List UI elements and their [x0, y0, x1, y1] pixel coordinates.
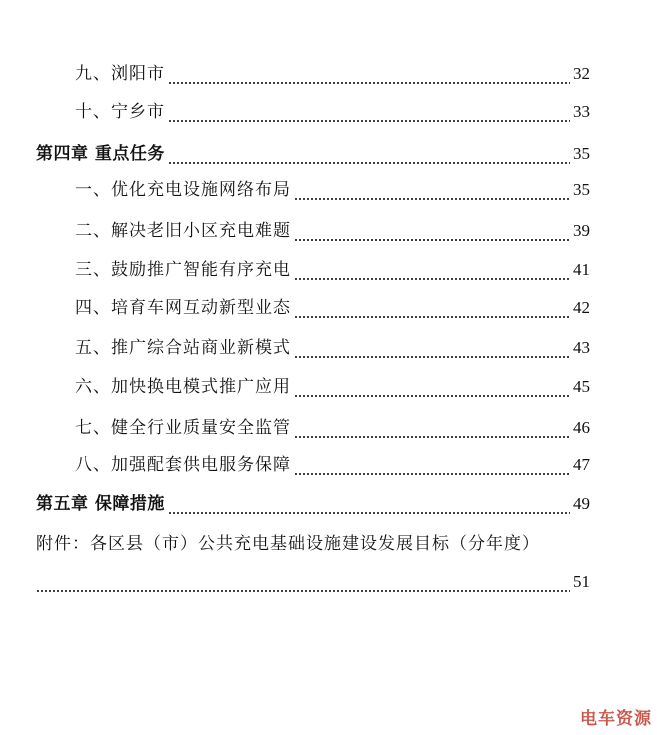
toc-page-number: 35 — [573, 144, 590, 163]
toc-page-number: 51 — [573, 572, 590, 591]
toc-entry-label: 附件：各区县（市）公共充电基础设施建设发展目标（分年度） — [36, 534, 540, 554]
toc-entry-label: 第四章 重点任务 — [36, 144, 165, 164]
toc-entry[interactable] — [75, 98, 590, 126]
toc-entry-label: 六、加快换电模式推广应用 — [75, 377, 291, 397]
toc-entry-label: 五、推广综合站商业新模式 — [75, 338, 291, 358]
toc-page-number: 45 — [573, 377, 590, 396]
toc-page-number: 32 — [573, 64, 590, 83]
toc-page-number: 39 — [573, 221, 590, 240]
toc-page-number: 42 — [573, 298, 590, 317]
toc-page-number: 43 — [573, 338, 590, 357]
toc-leader-dots — [294, 256, 570, 284]
toc-leader-dots — [294, 176, 570, 204]
toc-entry-label: 二、解决老旧小区充电难题 — [75, 221, 291, 241]
watermark-logo: 电车资源 — [580, 709, 652, 729]
toc-entry-label: 九、浏阳市 — [75, 64, 165, 84]
toc-page-number: 35 — [573, 180, 590, 199]
toc-entry-label: 十、宁乡市 — [75, 102, 165, 122]
toc-entry[interactable] — [75, 294, 590, 322]
toc-entry[interactable] — [75, 451, 590, 479]
toc-entry-label: 一、优化充电设施网络布局 — [75, 180, 291, 200]
toc-entry-label: 八、加强配套供电服务保障 — [75, 455, 291, 475]
toc-leader-dots — [294, 217, 570, 245]
toc-page-number: 49 — [573, 494, 590, 513]
toc-entry[interactable] — [75, 217, 590, 245]
toc-entry[interactable] — [75, 373, 590, 401]
toc-page-number: 47 — [573, 455, 590, 474]
toc-leader-dots — [36, 568, 570, 596]
toc-leader-dots — [168, 140, 570, 168]
toc-entry[interactable] — [75, 256, 590, 284]
toc-leader-dots — [168, 98, 570, 126]
toc-leader-dots — [294, 334, 570, 362]
toc-leader-dots — [294, 294, 570, 322]
toc-appendix-leader[interactable] — [36, 568, 590, 596]
toc-chapter-entry[interactable] — [36, 490, 590, 518]
toc-leader-dots — [294, 451, 570, 479]
toc-entry-label: 第五章 保障措施 — [36, 494, 165, 514]
toc-appendix-title[interactable] — [36, 530, 600, 558]
toc-leader-dots — [168, 60, 570, 88]
toc-page-number: 33 — [573, 102, 590, 121]
toc-leader-dots — [294, 373, 570, 401]
toc-page-number: 46 — [573, 418, 590, 437]
toc-entry[interactable] — [75, 334, 590, 362]
toc-entry[interactable] — [75, 60, 590, 88]
toc-entry-label: 七、健全行业质量安全监管 — [75, 418, 291, 438]
toc-entry[interactable] — [75, 176, 590, 204]
toc-entry-label: 三、鼓励推广智能有序充电 — [75, 260, 291, 280]
toc-leader-dots — [294, 414, 570, 442]
toc-page-number: 41 — [573, 260, 590, 279]
toc-chapter-entry[interactable] — [36, 140, 590, 168]
toc-entry-label: 四、培育车网互动新型业态 — [75, 298, 291, 318]
toc-leader-dots — [168, 490, 570, 518]
toc-entry[interactable] — [75, 414, 590, 442]
